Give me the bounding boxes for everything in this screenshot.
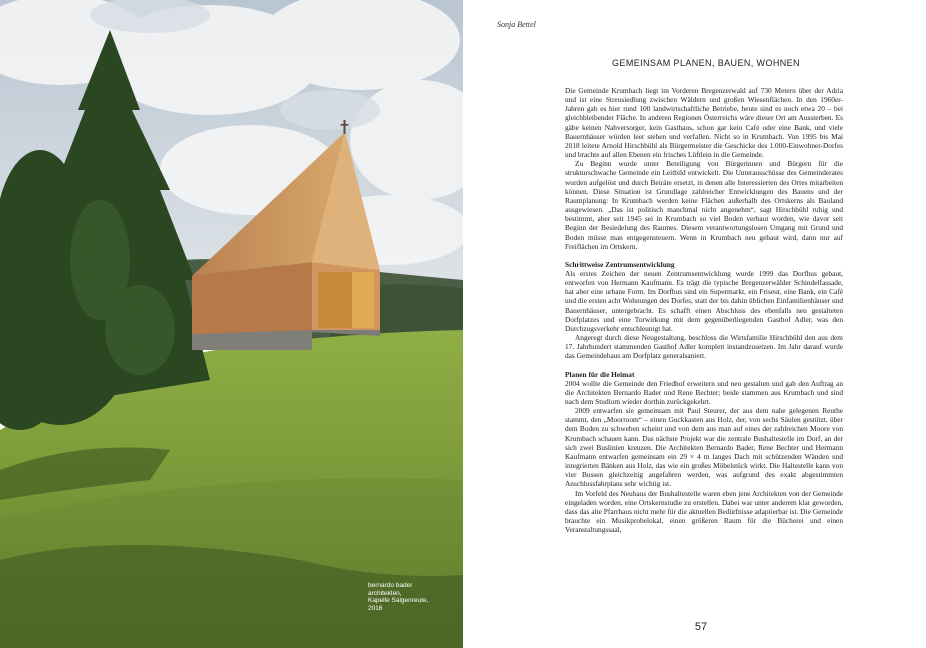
- paragraph: Angeregt durch diese Neugestaltung, beschloss die Wirtsfamilie Hirschbühl den aus dem 17. Jahrhundert stammenden Gasthof Adler komplett instandzusetzen. Im Jahr darauf wurde das Gemeindehaus am Dorfplatz generalsaniert.: [565, 333, 843, 361]
- text-page: [463, 0, 926, 648]
- page-number: 57: [694, 621, 708, 633]
- caption-line: bernardo bader: [368, 582, 413, 589]
- paragraph: Zu Beginn wurde unter Beteiligung von Bürgerinnen und Bürgern für die strukturschwache Gemeinde ein Leitbild entwickelt. Die Unterausschüsse des Gemeinderates wurden aufgelöst und durch Beiräte ersetzt, in denen alle Interessierten des Ortes mitarbeiten können. Diese Situation ist Grundlage zahlreicher Entwicklungen des Bauens und der Raumplanung: In Krumbach werden keine Flächen außerhalb des Ortskerns als Bauland ausgewiesen. „Das ist politisch manchmal nicht angenehm“, sagt Hirschbühl ruhig und bestimmt, aber seit 1945 sei in Krumbach so viel Boden verbaut worden, wie davor seit Beginn der Besiedelung des Raumes. Diesem verantwortungslosen Umgang mit Grund und Boden müsse man entgegensteuern. Wenn in Krumbach neu gebaut wird, dann nur auf Freiflächen im Ortskern.: [565, 159, 843, 251]
- caption-line: Kapelle Salgenreute,: [368, 597, 429, 605]
- paragraph: 2004 wollte die Gemeinde den Friedhof erweitern und neu gestalten und gab den Auftrag an die Architekten Bernardo Bader und Rene Bechter; beide stammen aus Krumbach und sind nach dem Studium wieder dorthin zurückgekehrt.: [565, 378, 843, 406]
- section-heading: Planen für die Heimat: [565, 369, 635, 379]
- article-body: [565, 86, 843, 534]
- paragraph: Im Vorfeld des Neubaus der Bushaltestelle waren eben jene Architekten von der Gemeinde eingeladen worden, eine Ortskernstudie zu erstellen. Dabei war unter anderem klar geworden, dass das alte Pfarrhaus nicht mehr für die aktuellen Bedürfnisse adaptierbar ist. Die Gemeinde brauchte ein Musikprobelokal, einen größeren Raum für die Bücherei und einen Veranstaltungssaal,: [565, 488, 843, 535]
- author-name: Sonja Bettel: [497, 20, 536, 29]
- caption-line: architekten,: [368, 589, 402, 597]
- article-title: GEMEINSAM PLANEN, BAUEN, WOHNEN: [612, 58, 800, 68]
- photo-caption: [368, 582, 448, 612]
- section-heading: Schrittweise Zentrumsentwicklung: [565, 259, 675, 269]
- chapel-door: [318, 272, 352, 328]
- paragraph: Als erstes Zeichen der neuen Zentrumsentwicklung wurde 1999 das Dorfhus gebaut, entworfen von Hermann Kaufmann. Es trägt die typische Bregenzerwälder Schindelfassade, hat aber eine urbane Form. Im Dorfhus sind ein Supermarkt, ein Friseur, eine Bank, ein Café und die ersten acht Wohnungen des Dorfes, statt der bis dahin üblichen Einfamilienhäuser und Bauernhäuser, untergebracht. Es schafft einen Abschluss des ebenfalls neu gestalteten Dorfplatzes und eine Torwirkung mit dem gegenüberliegenden Gasthof Adler, was den Durchzugsverkehr entschleunigt hat.: [565, 268, 843, 333]
- paragraph: 2009 entwarfen sie gemeinsam mit Paul Steurer, der aus dem nahe gelegenen Reuthe stammt, den „Moorroom“ – einen Guckkasten aus Holz, der, von sechs Säulen gestützt, über dem Boden zu schweben scheint und von dem aus man auf eines der zahlreichen Moore von Krumbach schauen kann. Das nächste Projekt war die zentrale Bushaltestelle im Dorf, an der sich zwei Buslinien kreuzen. Die Architekten Bernardo Bader, Rene Bechter und Hermann Kaufmann entwarfen gemeinsam ein 29 × 4 m langes Dach mit schützenden Wänden und integrierten Bänken aus Holz, das wie ein großes Möbelstück wirkt. Die Haltestelle kann von vier Bussen gleichzeitig angefahren werden, was aufgrund des exakt abgestimmten Anschlussfahrplans sehr wichtig ist.: [565, 406, 843, 489]
- caption-line: 2016: [368, 604, 383, 612]
- paragraph: Die Gemeinde Krumbach liegt im Vorderen Bregenzerwald auf 730 Metern über der Adria und ist eine Streusiedlung zwischen Wäldern und großen Wiesenflächen. In den 1960er-Jahren gab es hier rund 100 landwirtschaftliche Betriebe, heute sind es noch etwa 20 – bei gleichbleibender Fläche. In anderen Regionen Österreichs wäre dieser Ort am Aussterben. Es gäbe keinen Nahversorger, kein Gasthaus, schon gar kein Café oder eine Bank, und viele Bauernhäuser würden leer stehen und verfallen. Nicht so in Krumbach. Von 1995 bis Mai 2018 leitete Arnold Hirschbühl als Bürgermeister die Geschicke des 1.000-Einwohner-Dorfes und brachte auf allen Ebenen ein frisches Lüftlein in die Gemeinde.: [565, 86, 843, 160]
